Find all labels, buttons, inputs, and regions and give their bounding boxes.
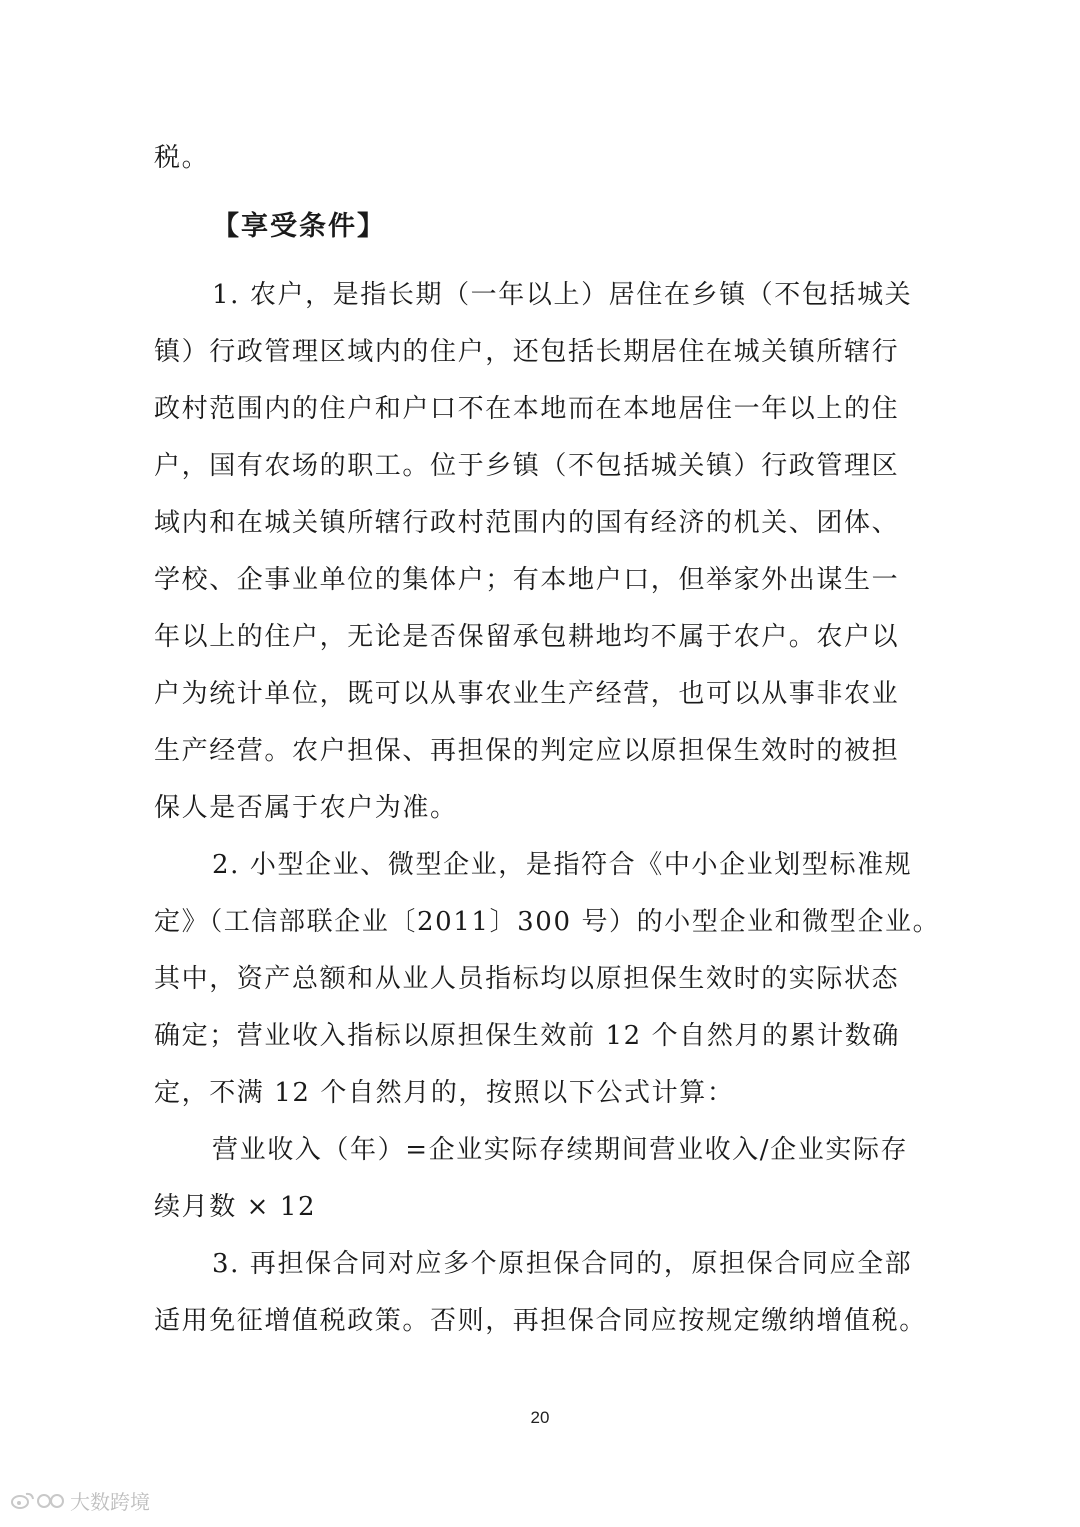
text-line: 镇）行政管理区域内的住户，还包括长期居住在城关镇所辖行 (154, 337, 900, 367)
text-line: 2. 小型企业、微型企业，是指符合《中小企业划型标准规 (212, 850, 913, 880)
text-line: 生产经营。农户担保、再担保的判定应以原担保生效时的被担 (154, 736, 900, 766)
text-line: 3. 再担保合同对应多个原担保合同的，原担保合同应全部 (212, 1249, 913, 1279)
text-line: 年以上的住户，无论是否保留承包耕地均不属于农户。农户以 (154, 622, 900, 652)
text-line: 保人是否属于农户为准。 (154, 793, 458, 823)
text-line: 确定；营业收入指标以原担保生效前 12 个自然月的累计数确 (154, 1021, 901, 1051)
formula-line: 营业收入（年）=企业实际存续期间营业收入/企业实际存 (212, 1135, 909, 1165)
text-line: 定》（工信部联企业〔2011〕300 号）的小型企业和微型企业。 (154, 907, 941, 937)
weibo-logo-icon (10, 1490, 64, 1512)
document-body (154, 130, 941, 1350)
text-line: 税。 (154, 143, 210, 173)
watermark-text: 大数跨境 (70, 1490, 150, 1514)
text-line: 定，不满 12 个自然月的，按照以下公式计算： (154, 1078, 735, 1108)
text-line: 适用免征增值税政策。否则，再担保合同应按规定缴纳增值税。 (154, 1306, 927, 1336)
text-line: 1. 农户，是指长期（一年以上）居住在乡镇（不包括城关 (212, 280, 913, 310)
text-line: 政村范围内的住户和户口不在本地而在本地居住一年以上的住 (154, 394, 900, 424)
text-line: 户，国有农场的职工。位于乡镇（不包括城关镇）行政管理区 (154, 451, 900, 481)
formula-line: 续月数 × 12 (154, 1192, 317, 1222)
text-line: 其中，资产总额和从业人员指标均以原担保生效时的实际状态 (154, 964, 900, 994)
text-line: 户为统计单位，既可以从事农业生产经营，也可以从事非农业 (154, 679, 900, 709)
section-heading: 【享受条件】 (212, 211, 386, 242)
watermark (10, 1486, 150, 1515)
page-number: 20 (530, 1408, 550, 1427)
text-line: 域内和在城关镇所辖行政村范围内的国有经济的机关、团体、 (154, 508, 900, 538)
text-line: 学校、企事业单位的集体户；有本地户口，但举家外出谋生一 (154, 565, 900, 595)
